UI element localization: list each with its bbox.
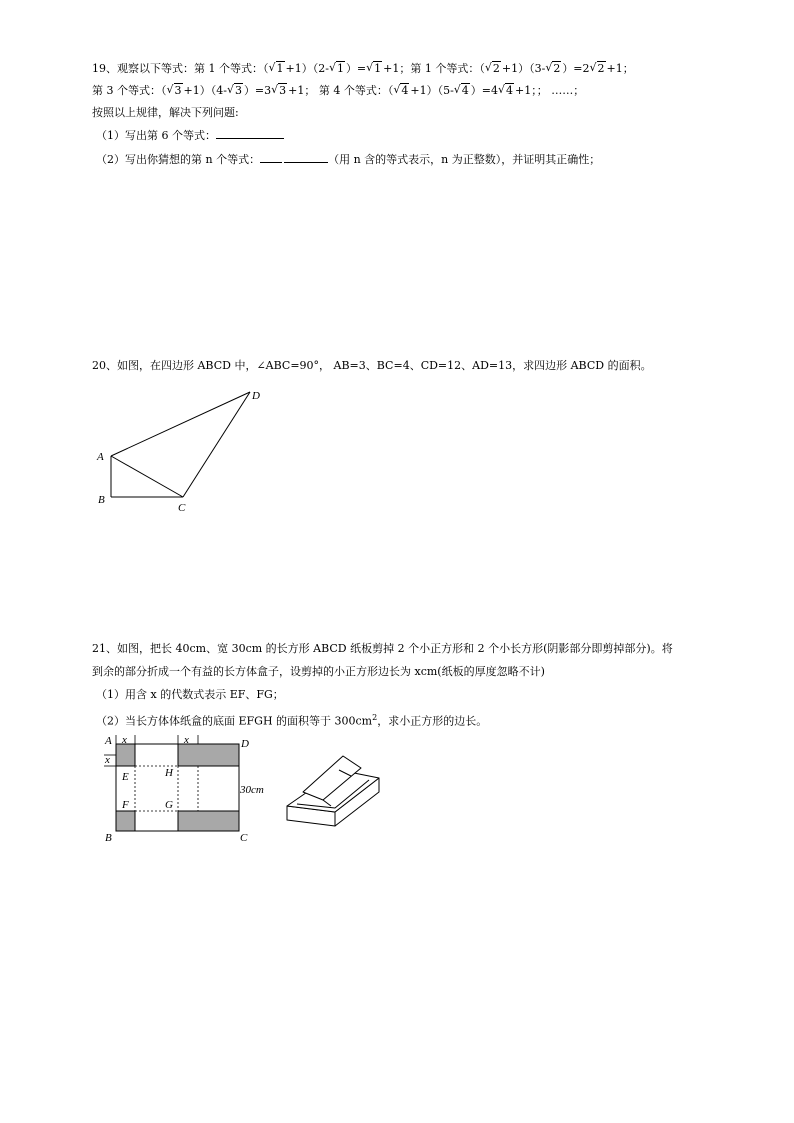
sqrt-symbol: √ 3 bbox=[271, 84, 287, 98]
sqrt-symbol: √ 4 bbox=[393, 84, 409, 98]
q21-cardboard-figure bbox=[100, 734, 280, 846]
vertex-label-e: E bbox=[122, 771, 129, 783]
answer-blank[interactable] bbox=[216, 138, 284, 139]
cut-rect-top-right bbox=[178, 744, 239, 766]
sqrt-symbol: √ 4 bbox=[498, 84, 514, 98]
width-label: 30cm bbox=[240, 784, 264, 796]
sqrt-symbol: √ 1 bbox=[269, 62, 285, 76]
vertex-label-d: D bbox=[252, 390, 260, 402]
q21-line1: 21、如图，把长 40cm、宽 30cm 的长方形 ABCD 纸板剪掉 2 个小正方形和 2 个小长方形(阴影部分即剪掉部分)。将 bbox=[92, 642, 673, 655]
q19-line2: 第 3 个等式：（√ 3 +1）（4-√ 3 ）=3√ 3 +1； 第 4 个等式：（√ 4 +1）（5-√ 4 ）=4√ 4 +1；； ……； bbox=[92, 84, 584, 98]
sqrt-symbol: √ 2 bbox=[485, 62, 501, 76]
vertex-label-b: B bbox=[105, 832, 112, 844]
q20-text: 20、如图，在四边形 ABCD 中，∠ABC=90°， AB=3、BC=4、CD=12、AD=13，求四边形 ABCD 的面积。 bbox=[92, 359, 652, 372]
q21-line2: 到余的部分折成一个有益的长方体盒子，设剪掉的小正方形边长为 xcm(纸板的厚度忽略不计) bbox=[92, 665, 545, 678]
sqrt-symbol: √ 2 bbox=[590, 62, 606, 76]
sqrt-symbol: √ 3 bbox=[167, 84, 183, 98]
vertex-label-b: B bbox=[98, 494, 105, 506]
cut-square-top-left bbox=[116, 744, 135, 766]
q21-part1: （1）用含 x 的代数式表示 EF、FG； bbox=[96, 688, 284, 701]
segment-ac bbox=[111, 456, 183, 497]
vertex-label-d: D bbox=[241, 738, 249, 750]
q19-part2: （2）写出你猜想的第 n 个等式： （用 n 含的等式表示，n 为正整数），并证明其正确性； bbox=[96, 153, 601, 166]
sqrt-symbol: √ 4 bbox=[454, 84, 470, 98]
q21-box-figure bbox=[283, 748, 393, 830]
vertex-label-h: H bbox=[165, 767, 173, 779]
label-x-left: x bbox=[105, 754, 110, 766]
vertex-label-f: F bbox=[122, 799, 129, 811]
vertex-label-c: C bbox=[240, 832, 248, 844]
q20-quadrilateral-figure bbox=[94, 386, 274, 516]
answer-blank[interactable] bbox=[260, 162, 282, 163]
cut-rect-bottom-right bbox=[178, 811, 239, 831]
vertex-label-a: A bbox=[105, 735, 112, 747]
answer-blank[interactable] bbox=[284, 162, 328, 163]
vertex-label-g: G bbox=[165, 799, 173, 811]
label-x-top-right: x bbox=[184, 734, 189, 746]
q19-part1: （1）写出第 6 个等式： bbox=[96, 129, 284, 143]
vertex-label-a: A bbox=[97, 451, 104, 463]
q19-instruction: 按照以上规律，解决下列问题: bbox=[92, 106, 239, 119]
q21-part2: （2）当长方体体纸盒的底面 EFGH 的面积等于 $300cm^2$，求小正方形的边长。 bbox=[96, 713, 488, 728]
sqrt-symbol: √ 2 bbox=[545, 62, 561, 76]
sqrt-symbol: √ 1 bbox=[366, 62, 382, 76]
q19-line1: 19、观察以下等式：第 1 个等式：（√ 1 +1）（2-√ 1 ）=√ 1 +1；第 1 个等式：（√ 2 +1）（3-√ 2 ）=2√ 2 +1； bbox=[92, 62, 634, 76]
vertex-label-c: C bbox=[178, 502, 186, 514]
label-x-top-left: x bbox=[122, 734, 127, 746]
sqrt-symbol: √ 1 bbox=[329, 62, 345, 76]
cut-square-bottom-left bbox=[116, 811, 135, 831]
sqrt-symbol: √ 3 bbox=[227, 84, 243, 98]
